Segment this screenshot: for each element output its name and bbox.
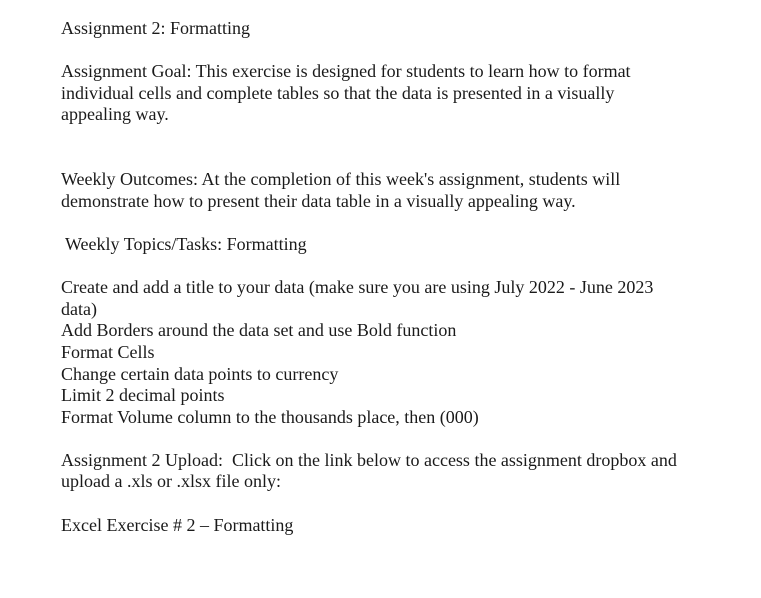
goal-line: appealing way. [61, 104, 169, 125]
document-page [61, 18, 721, 536]
upload-line: upload a .xls or .xlsx file only: [61, 471, 281, 492]
outcomes-line: Weekly Outcomes: At the completion of this week's assignment, students will [61, 169, 621, 190]
weekly-outcomes [61, 169, 721, 212]
task-item: Limit 2 decimal points [61, 385, 225, 406]
task-item: Format Cells [61, 341, 155, 362]
upload-instructions [61, 450, 721, 493]
assignment-title: Assignment 2: Formatting [61, 18, 250, 38]
exercise-link[interactable]: Excel Exercise # 2 – Formatting [61, 514, 294, 535]
task-item: Format Volume column to the thousands place, then (000) [61, 406, 479, 427]
task-item: Create and add a title to your data (make sure you are using July 2022 - June 2023 [61, 277, 654, 298]
task-item: data) [61, 298, 97, 319]
task-list [61, 277, 721, 428]
outcomes-line: demonstrate how to present their data table in a visually appealing way. [61, 190, 576, 211]
goal-line: individual cells and complete tables so that the data is presented in a visually [61, 82, 615, 103]
goal-line: Assignment Goal: This exercise is designed for students to learn how to format [61, 61, 631, 82]
upload-line: Assignment 2 Upload: Click on the link below to access the assignment dropbox and [61, 449, 677, 470]
task-item: Change certain data points to currency [61, 363, 339, 384]
weekly-topics: Weekly Topics/Tasks: Formatting [65, 233, 307, 254]
assignment-goal [61, 61, 721, 126]
task-item: Add Borders around the data set and use Bold function [61, 320, 457, 341]
